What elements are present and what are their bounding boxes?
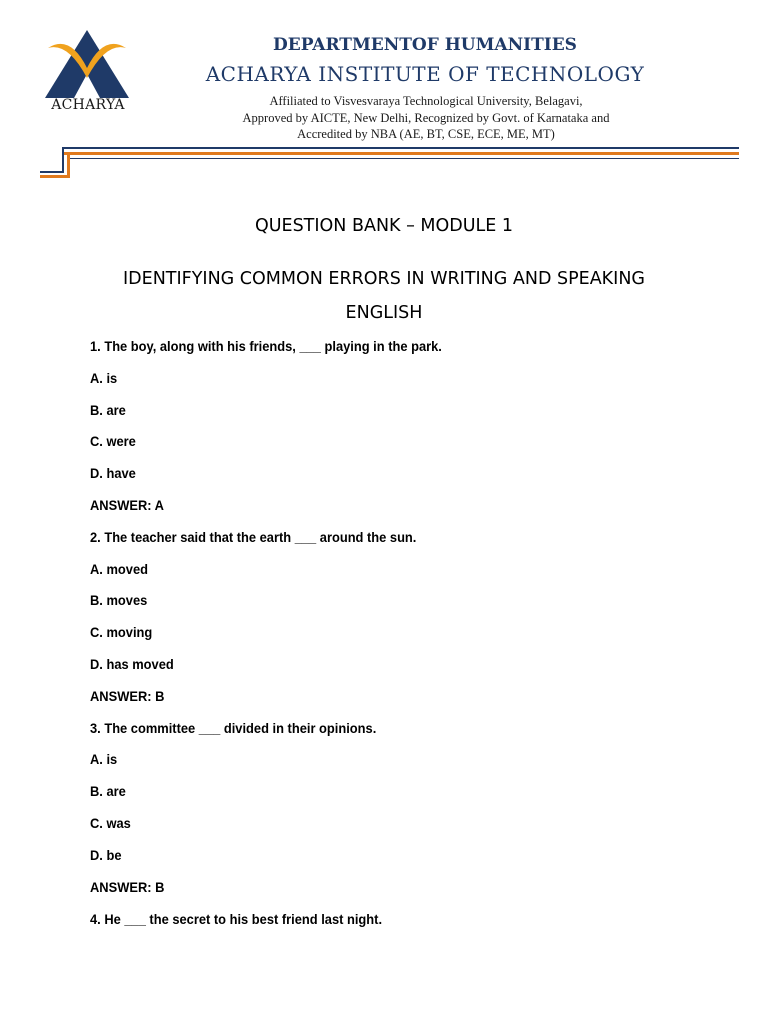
page-subtitle: IDENTIFYING COMMON ERRORS IN WRITING AND SPEAKING ENGLISH (123, 269, 645, 323)
option: A. moved (90, 561, 148, 577)
header-bracket (40, 171, 64, 173)
page-title: QUESTION BANK – MODULE 1 (254, 216, 514, 236)
option: D. be (90, 847, 122, 863)
option: D. have (90, 465, 136, 481)
question-text: 4. He ___ the secret to his best friend last night. (90, 911, 383, 927)
affiliation-text (150, 93, 702, 143)
affiliation-line: Approved by AICTE, New Delhi, Recognized by Govt. of Karnataka and (242, 110, 610, 125)
option: A. is (90, 751, 118, 767)
question-text: 3. The committee ___ divided in their opinions. (90, 720, 377, 736)
answer: ANSWER: B (90, 688, 165, 704)
option: B. moves (90, 592, 148, 608)
answer: ANSWER: A (90, 497, 164, 513)
logo-text: ACHARYA (51, 97, 125, 113)
option: C. moving (90, 624, 153, 640)
affiliation-line: Accredited by NBA (AE, BT, CSE, ECE, ME, MT) (297, 127, 555, 141)
header-rule-navy-thin (70, 158, 739, 159)
institute-name: ACHARYA INSTITUTE OF TECHNOLOGY (205, 62, 645, 86)
option: B. are (90, 402, 126, 418)
header-bracket (40, 175, 70, 178)
option: B. are (90, 783, 126, 799)
affiliation-line: Affiliated to Visvesvaraya Technological University, Belagavi, (269, 94, 583, 108)
header-rule-orange (62, 152, 739, 155)
header-rule-navy (62, 147, 739, 149)
option: D. has moved (90, 656, 174, 672)
answer: ANSWER: B (90, 879, 165, 895)
option: A. is (90, 370, 118, 386)
question-text: 1. The boy, along with his friends, ___ playing in the park. (90, 338, 442, 354)
option: C. was (90, 815, 131, 831)
department-name: DEPARTMENTOF HUMANITIES (273, 35, 577, 55)
option: C. were (90, 433, 136, 449)
question-text: 2. The teacher said that the earth ___ around the sun. (90, 529, 417, 545)
header-bracket (62, 147, 64, 173)
